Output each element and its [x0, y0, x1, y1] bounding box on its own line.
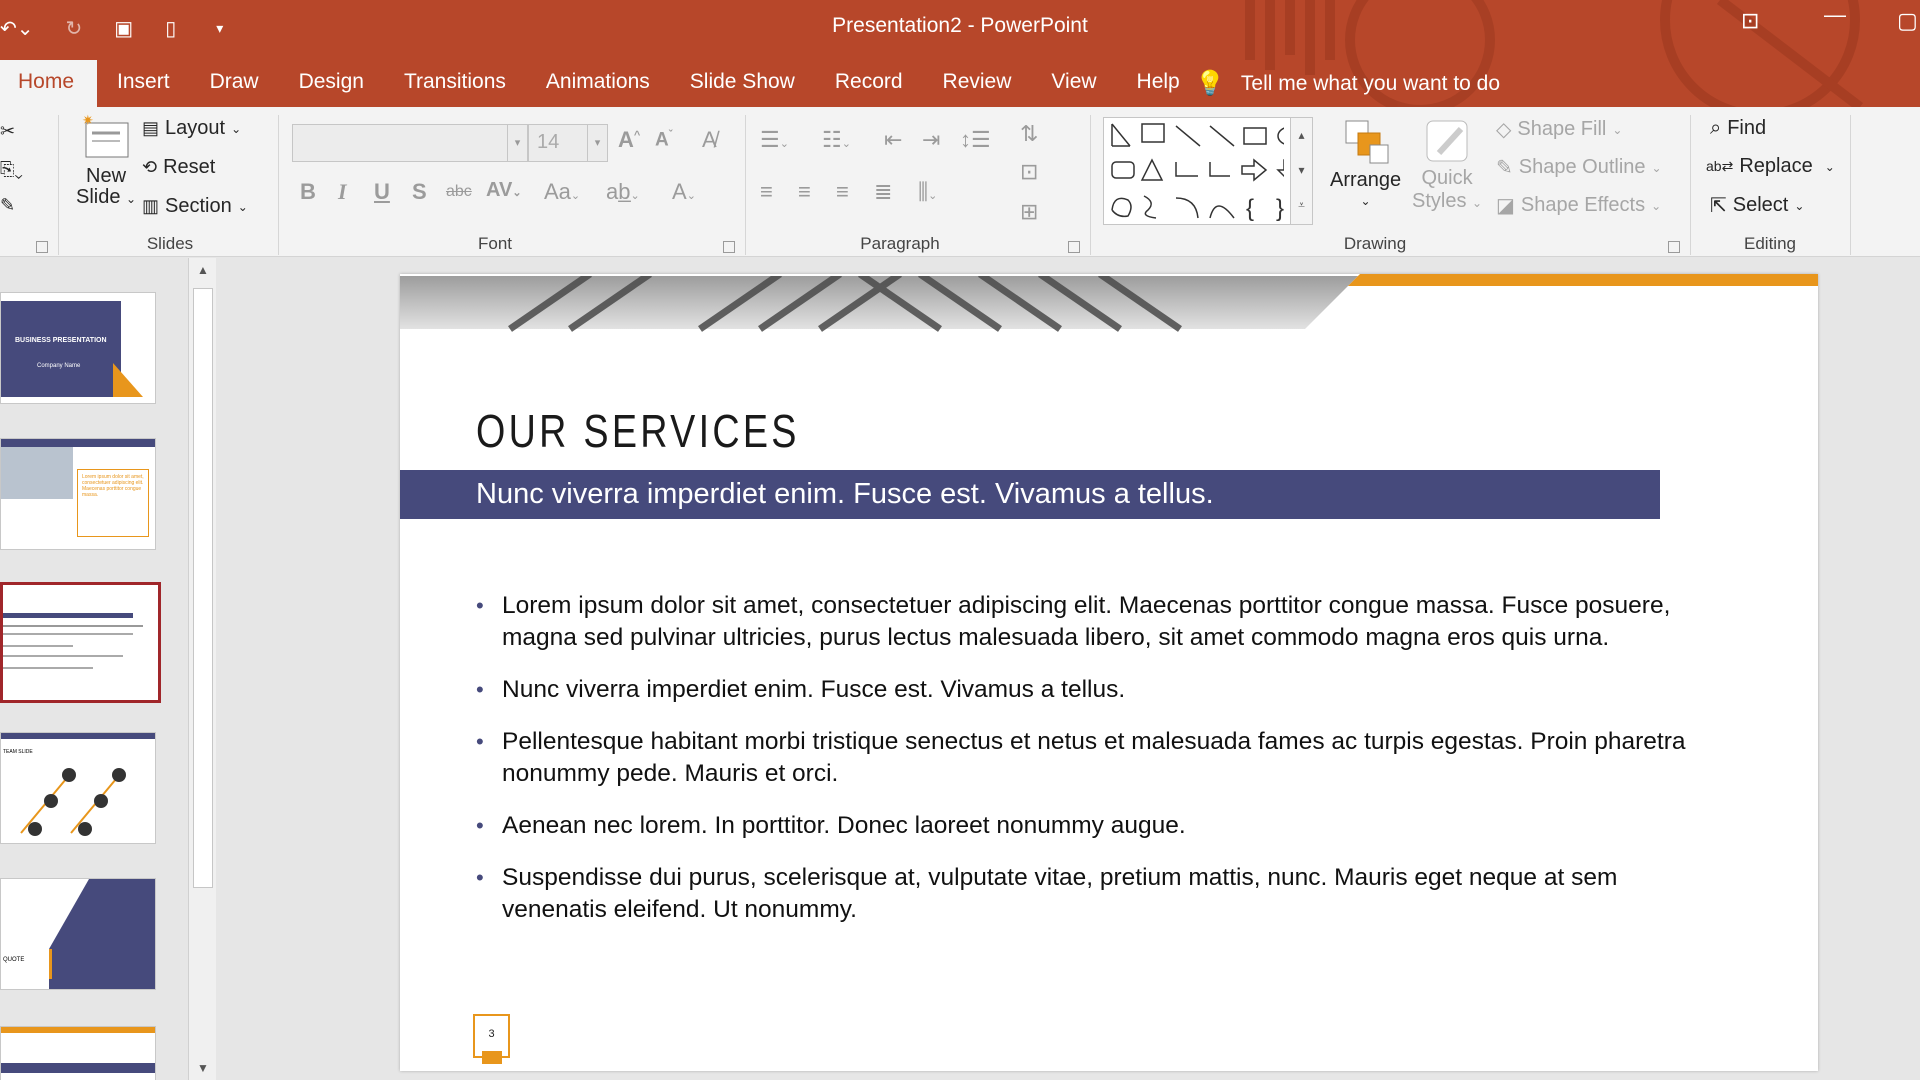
slide-thumbnail-3[interactable]: [0, 582, 161, 703]
increase-font-size-icon[interactable]: A^: [618, 127, 641, 152]
scroll-down-icon[interactable]: ▼: [197, 1061, 209, 1075]
clear-formatting-icon[interactable]: A̸: [702, 127, 717, 152]
find-button[interactable]: [1710, 117, 1766, 140]
reset-button[interactable]: [142, 156, 215, 179]
select-label: Select: [1732, 194, 1789, 216]
underline-icon[interactable]: U: [374, 179, 390, 204]
drawing-group-label: Drawing: [1343, 234, 1407, 253]
slide-subtitle[interactable]: Nunc viverra imperdiet enim. Fusce est. Vivamus a tellus.: [400, 470, 1660, 519]
lightbulb-icon: 💡: [1195, 70, 1225, 97]
gallery-more-icon[interactable]: ⩡: [1298, 198, 1305, 212]
shape-fill-label: Shape Fill: [1517, 118, 1607, 140]
ribbon-tabs: [0, 60, 1200, 107]
thumb-5-cut: [49, 879, 89, 949]
chevron-down-icon: ▾: [507, 125, 527, 161]
effects-icon: ◪: [1496, 195, 1515, 217]
svg-text:✷: ✷: [82, 113, 94, 128]
bullet-item: • Lorem ipsum dolor sit amet, consectetuer adipiscing elit. Maecenas porttitor congue massa. Fusce posuere, magna sed pulvinar ultricies, purus lectus malesuada libero, sit amet commodo magna eros quis urna.: [476, 590, 1706, 654]
thumb-3-line: [3, 667, 93, 669]
chevron-down-icon: ⌄: [126, 192, 137, 206]
layout-icon: ▤: [142, 118, 160, 138]
thumb-6-table-header: [1, 1063, 156, 1073]
bullet-item: • Aenean nec lorem. In porttitor. Donec laoreet nonummy augue.: [476, 810, 1706, 842]
new-slide-label-2: [76, 186, 136, 209]
font-size-combo[interactable]: [528, 124, 608, 162]
layout-label: Layout: [165, 117, 226, 139]
decrease-font-size-icon[interactable]: $A^ˇ$: [655, 129, 673, 151]
reset-label: Reset: [163, 156, 216, 178]
quick-styles-label-2-text: Styles: [1412, 190, 1467, 212]
align-center-icon[interactable]: ≡: [798, 179, 811, 204]
font-size-value: 14: [537, 131, 560, 153]
thumb-4-team-diagram: [1, 753, 156, 843]
tell-me-text: Tell me what you want to do: [1240, 71, 1501, 95]
reset-icon: ⟲: [142, 157, 158, 177]
section-button[interactable]: [142, 195, 248, 218]
tab-draw[interactable]: Draw: [209, 70, 259, 93]
paragraph-launcher-icon[interactable]: [1068, 241, 1080, 253]
character-spacing-icon[interactable]: AV⌄: [486, 179, 522, 201]
tab-home[interactable]: Home: [0, 60, 97, 107]
decrease-indent-icon[interactable]: ⇤: [884, 127, 903, 152]
editing-group-label: Editing: [1744, 234, 1796, 253]
bullet-item: • Pellentesque habitant morbi tristique senectus et netus et malesuada fames ac turpis egestas. Proin pharetra nonummy pede. Mauris et orci.: [476, 726, 1706, 790]
highlight-icon[interactable]: ab̲⌄: [606, 179, 640, 204]
arrange-icon: [1340, 115, 1392, 167]
chevron-down-icon: ⌄: [1472, 196, 1483, 210]
thumb-2-photo: [1, 447, 73, 499]
font-name-combo[interactable]: [292, 124, 528, 162]
thumb-3-line: [3, 655, 123, 657]
chevron-down-icon: ⌄: [1794, 198, 1805, 213]
shape-fill-button[interactable]: [1496, 117, 1622, 142]
thumb-2-topbar: [1, 439, 156, 447]
numbering-icon[interactable]: ☷⌄: [822, 127, 851, 152]
shapes-gallery[interactable]: [1103, 117, 1313, 225]
thumb-4-topbar: [1, 733, 156, 739]
thumb-3-line: [3, 645, 73, 647]
chevron-down-icon: ⌄: [1651, 198, 1662, 213]
search-icon: ⌕: [1710, 117, 1722, 139]
change-case-icon[interactable]: Aa⌄: [544, 179, 581, 204]
slide-thumbnail-5[interactable]: [0, 878, 156, 990]
tab-transitions[interactable]: Transitions: [403, 70, 506, 93]
chevron-down-icon: ▾: [587, 125, 607, 161]
svg-text:}: }: [1276, 195, 1284, 222]
slide-thumbnail-4[interactable]: [0, 732, 156, 844]
tab-animations[interactable]: Animations: [545, 70, 650, 93]
chevron-down-icon: ⌄: [231, 121, 242, 136]
shape-effects-label: Shape Effects: [1520, 194, 1646, 216]
chevron-down-icon: ⌄: [1360, 194, 1371, 208]
scroll-up-icon[interactable]: ▲: [197, 263, 209, 277]
gallery-scroll[interactable]: [1290, 118, 1312, 224]
minimize-icon[interactable]: —: [1824, 2, 1846, 27]
arrange-button[interactable]: [1330, 115, 1401, 208]
font-group-label: Font: [477, 234, 513, 253]
line-spacing-icon[interactable]: ↕☰: [960, 127, 991, 152]
slide-number-badge: [473, 1014, 510, 1058]
cursor-icon: ⇱: [1710, 195, 1727, 217]
thumb-3-band: [3, 613, 133, 618]
thumb-5-accent: [49, 949, 52, 979]
arrange-label: Arrange: [1330, 169, 1402, 191]
align-text-icon[interactable]: ⊡: [1020, 159, 1039, 184]
slide-thumbnail-panel: [0, 258, 182, 1080]
tab-view[interactable]: View: [1051, 70, 1097, 93]
ribbon: [0, 107, 1920, 257]
chevron-down-icon: ⌄: [1824, 159, 1835, 174]
copy-icon[interactable]: ⎘⌄: [0, 159, 23, 179]
present-from-start-icon[interactable]: ▣: [114, 17, 134, 40]
thumb-3-line: [3, 625, 143, 627]
bullet-item: • Nunc viverra imperdiet enim. Fusce est. Vivamus a tellus.: [476, 674, 1706, 706]
section-label: Section: [165, 195, 232, 217]
clipboard-launcher-icon[interactable]: [36, 241, 48, 253]
text-shadow-icon[interactable]: S: [412, 179, 427, 204]
layout-button[interactable]: [142, 117, 241, 140]
slide-thumbnail-1[interactable]: [0, 292, 156, 404]
new-file-icon[interactable]: ▯: [165, 17, 177, 40]
tell-me-box[interactable]: [1195, 60, 1500, 107]
tab-record[interactable]: Record: [834, 70, 903, 93]
quick-styles-icon: [1421, 115, 1473, 167]
slide-header-banner: [400, 274, 1818, 334]
shape-outline-button[interactable]: [1496, 155, 1662, 180]
quick-styles-label-1: Quick: [1421, 167, 1473, 189]
font-color-icon[interactable]: A⌄: [672, 179, 696, 204]
shape-effects-button[interactable]: [1496, 193, 1661, 218]
shape-outline-label: Shape Outline: [1518, 156, 1646, 178]
italic-icon[interactable]: I: [338, 179, 347, 204]
thumbnail-scrollbar[interactable]: [188, 258, 216, 1080]
paragraph-group-label: Paragraph: [860, 234, 940, 253]
align-right-icon[interactable]: ≡: [836, 179, 849, 204]
quick-styles-label-2: [1412, 190, 1482, 213]
thumb-4-title: TEAM SLIDE: [3, 749, 33, 755]
justify-icon[interactable]: ≣: [874, 179, 893, 204]
paint-bucket-icon: ◇: [1496, 119, 1512, 141]
thumb-1-accent: [113, 363, 143, 397]
redo-icon[interactable]: ↻: [65, 17, 83, 40]
new-slide-icon: [80, 113, 132, 165]
undo-icon[interactable]: ↶⌄: [0, 17, 34, 40]
columns-icon[interactable]: ⫼⌄: [918, 179, 938, 204]
thumb-1-band: [1, 301, 121, 397]
thumb-3-line: [3, 633, 133, 635]
smartart-icon[interactable]: ⊞: [1020, 199, 1039, 224]
slide-canvas[interactable]: [400, 274, 1818, 1071]
cut-icon[interactable]: ✂: [0, 121, 16, 141]
ribbon-display-options-icon[interactable]: ⊡: [1741, 8, 1760, 33]
format-painter-icon[interactable]: ✎: [0, 195, 16, 215]
scroll-thumb[interactable]: [193, 288, 213, 888]
quick-access-toolbar: [0, 10, 223, 46]
bullets-icon[interactable]: ☰⌄: [760, 127, 789, 152]
slide-number: 3: [488, 1028, 495, 1040]
font-launcher-icon[interactable]: [723, 241, 735, 253]
align-left-icon[interactable]: ≡: [760, 179, 773, 204]
increase-indent-icon[interactable]: ⇥: [922, 127, 941, 152]
chevron-down-icon: ⌄: [1612, 122, 1623, 137]
slide-thumbnail-2[interactable]: [0, 438, 156, 550]
replace-icon: ab⇄: [1706, 158, 1734, 174]
window-title: Presentation2 - PowerPoint: [832, 14, 1088, 37]
slides-group-label: Slides: [146, 234, 194, 253]
thumb-2-textbox: Lorem ipsum dolor sit amet, consectetuer adipiscing elit. Maecenas porttitor congue massa.: [77, 469, 149, 537]
maximize-icon[interactable]: ▢: [1897, 8, 1918, 33]
svg-text:{: {: [1246, 195, 1255, 222]
select-button[interactable]: [1710, 193, 1804, 218]
bullet-item: • Suspendisse dui purus, scelerisque at, vulputate vitae, pretium mattis, nunc. Mauris eget neque at sem venenatis eleifend. Ut nonummy.: [476, 862, 1706, 926]
tab-design[interactable]: Design: [298, 70, 364, 93]
slide-title[interactable]: OUR SERVICES: [476, 405, 800, 457]
thumb-6-topbar: [1, 1027, 156, 1033]
thumb-1-subtitle: Company Name: [37, 363, 81, 369]
chevron-down-icon: ⌄: [1651, 160, 1662, 175]
slide-thumbnail-6[interactable]: [0, 1026, 156, 1080]
shapes-gallery-icons: [1104, 118, 1284, 224]
replace-label: Replace: [1739, 155, 1813, 177]
tab-help[interactable]: Help: [1136, 70, 1180, 93]
replace-button[interactable]: [1706, 155, 1835, 178]
chevron-down-icon: ⌄: [237, 199, 248, 214]
strikethrough-icon[interactable]: abc: [446, 183, 472, 200]
section-icon: ▥: [142, 196, 160, 216]
slide-bullet-list[interactable]: [476, 590, 1706, 946]
thumb-5-quote: QUOTE: [3, 957, 25, 963]
tab-slide-show[interactable]: Slide Show: [689, 70, 795, 93]
quick-styles-button[interactable]: [1412, 115, 1482, 213]
gallery-up-icon[interactable]: ▴: [1298, 128, 1305, 142]
new-slide-label: New: [86, 165, 127, 187]
customize-qat-icon[interactable]: ▾: [216, 19, 224, 36]
text-direction-icon[interactable]: ⇅: [1020, 121, 1039, 146]
pen-icon: ✎: [1496, 157, 1513, 179]
slide-number-tab: [482, 1051, 502, 1064]
bold-icon[interactable]: B: [300, 179, 316, 204]
tab-review[interactable]: Review: [942, 70, 1012, 93]
thumb-1-title: BUSINESS PRESENTATION: [15, 337, 107, 344]
title-bar: [0, 0, 1920, 107]
tab-insert[interactable]: Insert: [117, 70, 170, 93]
find-label: Find: [1727, 117, 1767, 139]
drawing-launcher-icon[interactable]: [1668, 241, 1680, 253]
gallery-down-icon[interactable]: ▾: [1298, 163, 1305, 177]
new-slide-button[interactable]: [76, 113, 136, 209]
new-slide-label-2-text: Slide: [76, 186, 121, 208]
